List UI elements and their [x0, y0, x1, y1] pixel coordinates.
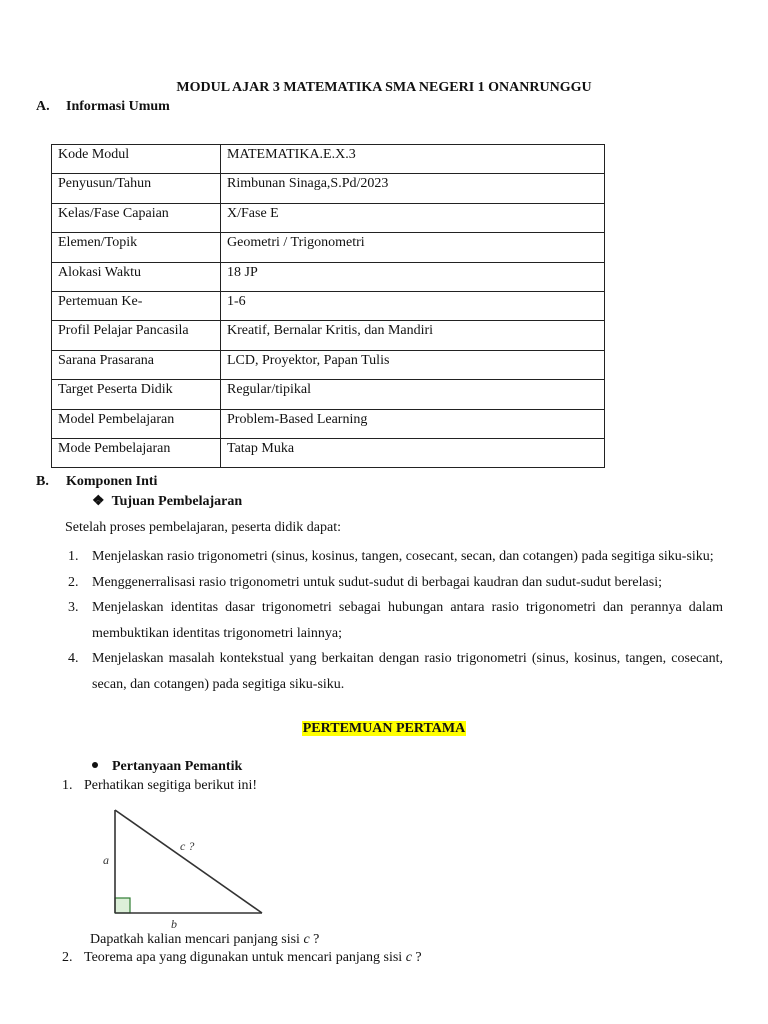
list-item-text: Menjelaskan masalah kontekstual yang berkaitan dengan rasio trigonometri (sinus, kosinus, tangen, cosecant, secan, dan cotangen) pada segitiga siku-siku. [92, 651, 723, 692]
table-cell-key: Elemen/Topik [52, 233, 221, 262]
document-title: MODUL AJAR 3 MATEMATIKA SMA NEGERI 1 ONANRUNGGU [176, 80, 592, 95]
list-item-number: 4. [68, 651, 79, 666]
label-b: b [171, 917, 177, 931]
right-triangle-figure [96, 800, 276, 935]
section-a-heading [36, 99, 170, 115]
learning-objectives-title: Tujuan Pembelajaran [111, 494, 243, 509]
list-item-number: 3. [68, 600, 79, 615]
label-c: c ? [180, 839, 195, 853]
table-cell-key: Target Peserta Didik [52, 380, 221, 409]
section-a-number: A. [36, 99, 50, 114]
table-cell-key: Penyusun/Tahun [52, 174, 221, 203]
table-row [52, 262, 605, 291]
table-row [52, 321, 605, 350]
table-cell-value: LCD, Proyektor, Papan Tulis [221, 350, 605, 379]
question-1 [62, 778, 257, 794]
question-variable: c [405, 950, 412, 965]
question-number: 1. [62, 778, 73, 793]
table-cell-key: Sarana Prasarana [52, 350, 221, 379]
list-item-number: 2. [68, 574, 79, 590]
table-cell-key: Kode Modul [52, 145, 221, 174]
hypotenuse-line [115, 810, 262, 913]
guiding-questions-heading [92, 759, 242, 775]
table-cell-value: X/Fase E [221, 203, 605, 232]
question-suffix: ? [411, 950, 422, 965]
table-row [52, 291, 605, 320]
table-row [52, 350, 605, 379]
list-item [65, 595, 723, 646]
table-cell-key: Pertemuan Ke- [52, 291, 221, 320]
table-cell-value: Rimbunan Sinaga,S.Pd/2023 [221, 174, 605, 203]
table-row [52, 409, 605, 438]
table-cell-value: Problem-Based Learning [221, 409, 605, 438]
table-row [52, 145, 605, 174]
label-a: a [103, 853, 109, 867]
table-row [52, 203, 605, 232]
section-b-number: B. [36, 474, 49, 489]
question-number: 2. [62, 950, 73, 965]
table-cell-key: Model Pembelajaran [52, 409, 221, 438]
table-cell-value: MATEMATIKA.E.X.3 [221, 145, 605, 174]
table-row [52, 233, 605, 262]
question-text: Perhatikan segitiga berikut ini! [84, 778, 258, 793]
list-item-number: 1. [68, 549, 79, 564]
list-item-text: Menjelaskan identitas dasar trigonometri sebagai hubungan antara rasio trigonometri dan perannya dalam membuktikan identitas trigonometri lainnya; [92, 600, 723, 641]
list-item-text: Menggenerralisasi rasio trigonometri untuk sudut-sudut di berbagai kaudran dan sudut-sudut berelasi; [92, 574, 662, 590]
section-b-heading [36, 474, 157, 490]
objectives-list [65, 544, 723, 697]
table-cell-value: 18 JP [221, 262, 605, 291]
table-row [52, 380, 605, 409]
followup-suffix: ? [309, 932, 320, 947]
table-cell-key: Mode Pembelajaran [52, 438, 221, 467]
diamond-bullet-icon: ❖ [92, 494, 105, 509]
table-cell-value: Kreatif, Bernalar Kritis, dan Mandiri [221, 321, 605, 350]
list-item [65, 570, 723, 596]
bullet-icon [92, 762, 98, 768]
followup-variable: c [303, 932, 310, 947]
section-a-title: Informasi Umum [66, 99, 170, 114]
objectives-intro: Setelah proses pembelajaran, peserta didik dapat: [65, 520, 342, 535]
question-1-followup [90, 932, 319, 948]
table-row [52, 174, 605, 203]
list-item-text: Menjelaskan rasio trigonometri (sinus, kosinus, tangen, cosecant, secan, dan cotangen) pada segitiga siku-siku; [92, 549, 714, 564]
table-cell-value: 1-6 [221, 291, 605, 320]
table-cell-key: Profil Pelajar Pancasila [52, 321, 221, 350]
info-table [51, 144, 605, 468]
meeting-label: PERTEMUAN PERTAMA [302, 721, 466, 736]
meeting-heading [0, 721, 768, 737]
table-cell-value: Geometri / Trigonometri [221, 233, 605, 262]
list-item [65, 544, 723, 570]
table-cell-value: Tatap Muka [221, 438, 605, 467]
table-cell-value: Regular/tipikal [221, 380, 605, 409]
list-item [65, 646, 723, 697]
table-cell-key: Alokasi Waktu [52, 262, 221, 291]
table-row [52, 438, 605, 467]
section-b-title: Komponen Inti [66, 474, 158, 489]
followup-text: Dapatkah kalian mencari panjang sisi [90, 932, 304, 947]
question-text: Teorema apa yang digunakan untuk mencari panjang sisi [84, 950, 406, 965]
learning-objectives-heading [92, 493, 242, 510]
question-2 [62, 950, 422, 966]
table-cell-key: Kelas/Fase Capaian [52, 203, 221, 232]
right-angle-marker [115, 898, 130, 913]
guiding-questions-title: Pertanyaan Pemantik [112, 759, 243, 774]
